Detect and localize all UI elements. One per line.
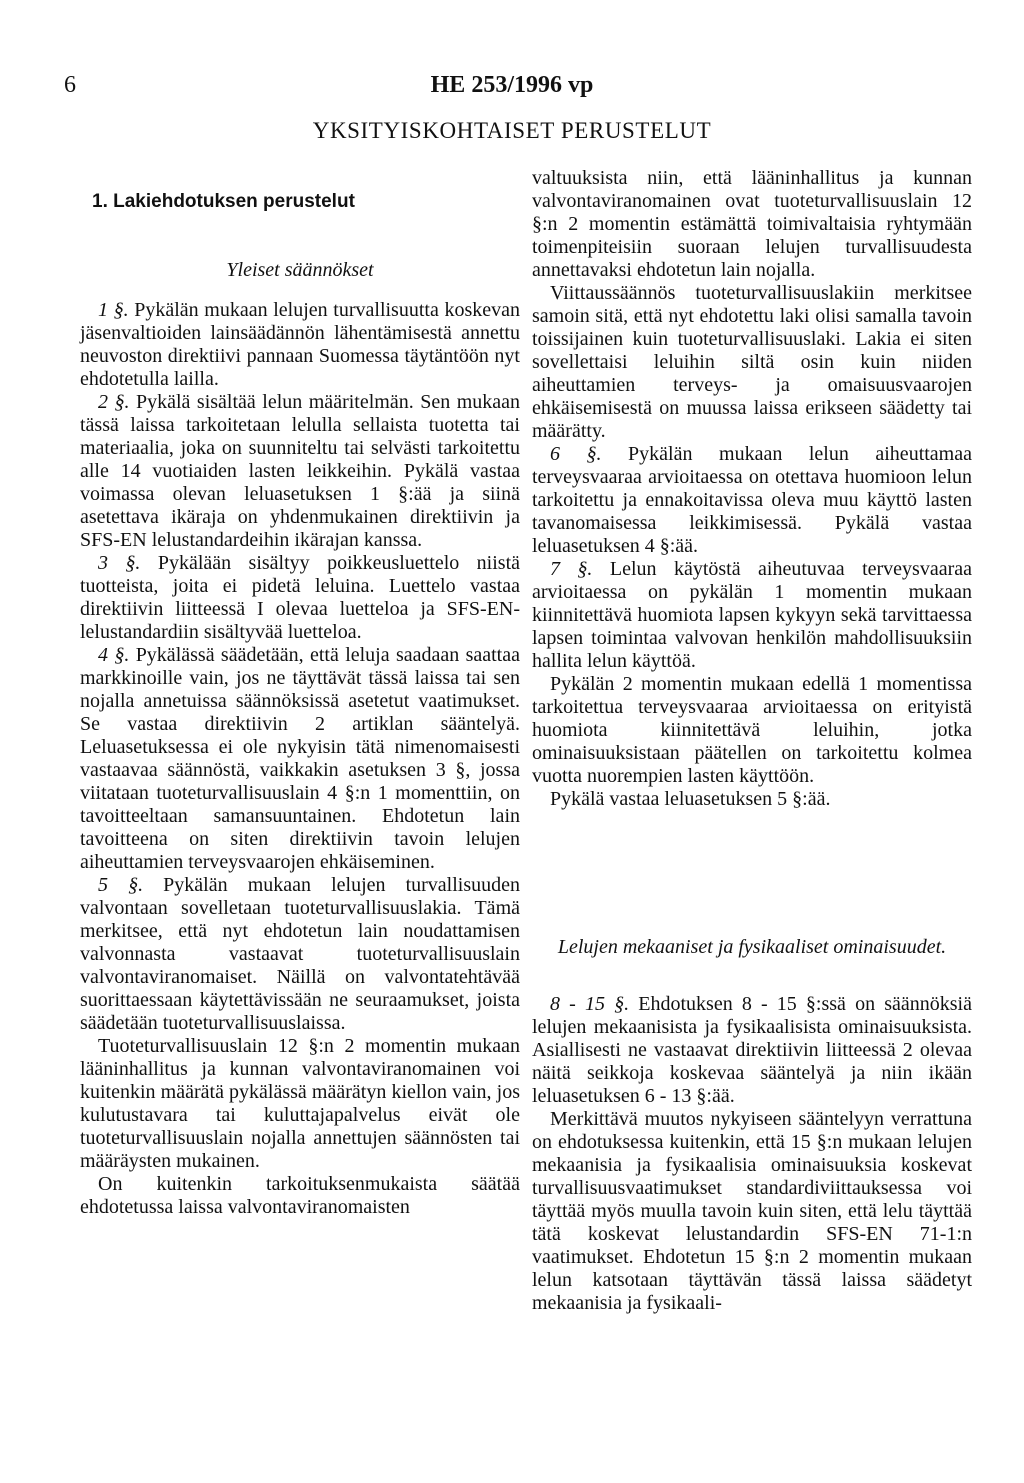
subheading-mechanical-properties: Lelujen mekaaniset ja fysikaaliset ominaisuudet. xyxy=(557,936,947,958)
right-column-text-top xyxy=(532,167,972,811)
paragraph-text: Viittaussäännös tuoteturvallisuuslakiin merkitsee samoin sitä, että nyt ehdotettu laki olisi samalla tavoin toissijainen kuin tuoteturvallisuuslaki. Lakia ei siten sovellettaisi leluihin siltä osin kuin niiden aiheuttamien terveys- ja omaisuusvaarojen ehkäisemisestä on muussa laissa erikseen säädetty tai määrätty. xyxy=(532,282,972,442)
paragraph xyxy=(80,1035,520,1173)
section-number: 5 §. xyxy=(98,874,144,896)
paragraph-text: valtuuksista niin, että lääninhallitus ja kunnan valvontaviranomainen ovat tuoteturvallisuuslain 12 §:n 2 momentin estämättä toimivaltaisia ryhtymään toimenpiteisiin suoraan lelujen turvallisuudesta annettavaksi ehdotetun lain nojalla. xyxy=(532,167,972,281)
paragraph-text: Pykälässä säädetään, että leluja saadaan saattaa markkinoille vain, jos ne täyttävät tässä laissa tai sen nojalla annetuissa säännöksissä asetetut vaatimukset. Se vastaa direktiivin 2 artiklan sääntelyä. Leluasetuksessa ei ole nykyisin tätä nimenomaisesti vastaavaa säännöstä, vaikkakin asetuksen 3 §, jossa viitataan tuoteturvallisuuslain 4 §:n 1 momenttiin, on tavoitteeltaan samansuuntainen. Ehdotetun lain tavoitteena on siten direktiivin tavoin lelujen aiheuttamien terveysvaarojen ehkäiseminen. xyxy=(80,644,520,873)
paragraph xyxy=(532,167,972,282)
section-number: 1 §. xyxy=(98,299,129,321)
running-head: HE 253/1996 vp xyxy=(430,72,594,98)
paragraph-text: Pykälän 2 momentin mukaan edellä 1 momentissa tarkoitettua terveysvaaraa arvioitaessa on erityistä huomiota kiinnitettävä leluihin, jotka ominaisuuksistaan päätellen on tarkoitettu kolmea vuotta nuorempien lasten käyttöön. xyxy=(532,673,972,787)
paragraph xyxy=(80,1173,520,1219)
paragraph-text: Pykälä sisältää lelun määritelmän. Sen mukaan tässä laissa tarkoitetaan lelulla sellaista tuotetta tai materiaalia, joka on suunniteltu tai selvästi tarkoitettu alle 14 vuotiaiden lasten leikkeihin. Pykälä vastaa voimassa olevan leluasetuksen 1 §:ää ja siinä asetettava ikäraja on yhdenmukainen direktiivin ja SFS-EN lelustandardeihin ikärajan kanssa. xyxy=(80,391,520,551)
page-number: 6 xyxy=(64,72,76,98)
paragraph xyxy=(532,788,972,811)
paragraph-text: Pykälän mukaan lelun aiheuttamaa terveysvaaraa arvioitaessa on otettava huomioon lelun tarkoitettu ja ennakoitavissa oleva muu käyttö lasten tavanomaisessa leikkimisessä. Pykälä vastaa leluasetuksen 4 §:ää. xyxy=(532,443,972,557)
paragraph xyxy=(532,443,972,558)
section-number: 3 §. xyxy=(98,552,141,574)
paragraph xyxy=(80,644,520,874)
paragraph xyxy=(80,299,520,391)
section-number: 7 §. xyxy=(550,558,593,580)
paragraph-text: Pykälä vastaa leluasetuksen 5 §:ää. xyxy=(550,788,831,810)
section-number: 8 - 15 §. xyxy=(550,993,630,1015)
paragraph-text: Pykälään sisältyy poikkeusluettelo niistä tuotteista, joita ei pidetä leluina. Luettelo vastaa direktiivin liitteessä I olevaa luetteloa ja SFS-EN-lelustandardiin sisältyvää luetteloa. xyxy=(80,552,521,643)
paragraph xyxy=(532,993,972,1108)
section-number: 2 §. xyxy=(98,391,130,413)
paragraph-text: Merkittävä muutos nykyiseen sääntelyyn verrattuna on ehdotuksessa kuitenkin, että 15 §:n mukaan lelujen mekaanisia ja fysikaalisia ominaisuuksia koskevat turvallisuusvaatimukset standardiviittauksessa voi täyttää myös muulla tavoin kuin siten, että lelu täyttää tätä koskevat lelustandardin SFS-EN 71-1:n vaatimukset. Ehdotetun 15 §:n 2 momentin mukaan lelun katsotaan täyttävän tässä laissa säädetyt mekaanisia ja fysikaali- xyxy=(532,1108,972,1314)
section-number: 6 §. xyxy=(550,443,602,465)
paragraph xyxy=(80,874,520,1035)
section-heading: 1. Lakiehdotuksen perustelut xyxy=(92,191,355,212)
paragraph-text: Pykälän mukaan lelujen turvallisuuden valvontaan sovelletaan tuoteturvallisuuslakia. Tämä merkitsee, että nyt ehdotetun lain noudattamisen valvonnasta vastaavat tuoteturvallisuuslain valvontaviranomaiset. Näillä on valvontatehtävää suorittaessaan käytettävissään ne seuraamukset, joista säädetään tuoteturvallisuuslaissa. xyxy=(80,874,521,1034)
section-number: 4 §. xyxy=(98,644,130,666)
paragraph xyxy=(80,552,520,644)
paragraph-text: Lelun käytöstä aiheutuvaa terveysvaaraa arvioitaessa on pykälän 1 momentin mukaan kiinnitettävä huomiota lapsen kykyyn sekä tarvittaessa lapsen toimintaa valvovan henkilön mahdollisuuksiin hallita lelun käyttöä. xyxy=(532,558,973,672)
paragraph-text: On kuitenkin tarkoituksenmukaista säätää ehdotetussa laissa valvontaviranomaisten xyxy=(80,1173,520,1218)
left-column-text xyxy=(80,299,520,1219)
paragraph xyxy=(532,673,972,788)
paragraph xyxy=(532,1108,972,1315)
subheading-general-provisions: Yleiset säännökset xyxy=(226,259,374,281)
paragraph-text: Tuoteturvallisuuslain 12 §:n 2 momentin mukaan lääninhallitus ja kunnan valvontaviranomainen voi kuitenkin määrätä pykälässä määrätyn kiellon vain, jos kulutustavara tai kuluttajapalvelus eivät ole tuoteturvallisuuslain nojalla annettujen säännösten tai määräysten mukainen. xyxy=(80,1035,520,1172)
paragraph-text: Ehdotuksen 8 - 15 §:ssä on säännöksiä lelujen mekaanisista ja fysikaalisista ominaisuuksista. Asiallisesti ne vastaavat direktiivin liitteessä 2 olevaa näitä seikkoja koskevaa sääntelyä ja niin ikään leluasetuksen 6 - 13 §:ää. xyxy=(532,993,972,1107)
paragraph xyxy=(80,391,520,552)
paragraph xyxy=(532,282,972,443)
right-column-text-bottom xyxy=(532,993,972,1315)
paragraph-text: Pykälän mukaan lelujen turvallisuutta koskevan jäsenvaltioiden lainsäädännön lähentämisestä annettu neuvoston direktiivi pannaan Suomessa täytäntöön nyt ehdotetulla lailla. xyxy=(80,299,520,390)
document-title: YKSITYISKOHTAISET PERUSTELUT xyxy=(312,118,712,143)
paragraph xyxy=(532,558,972,673)
